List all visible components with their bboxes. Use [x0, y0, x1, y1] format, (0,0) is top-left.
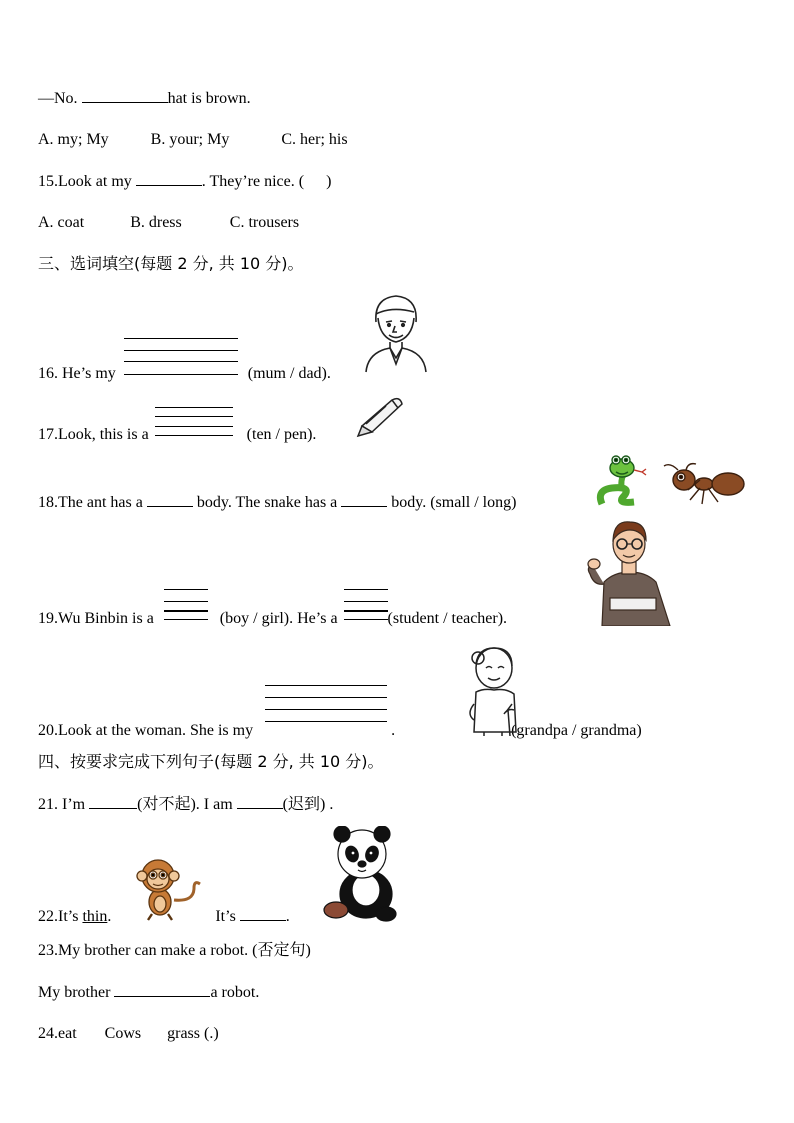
q22-blank[interactable]	[240, 906, 286, 921]
q23-blank[interactable]	[114, 982, 210, 997]
q21-blank-1[interactable]	[89, 794, 137, 809]
q15-option-b[interactable]: B. dress	[130, 214, 182, 231]
q24	[38, 1024, 219, 1044]
q22: 22.It’s thin. It’s .	[38, 908, 290, 925]
q24-word-1: 24.eat	[38, 1025, 77, 1042]
q17: 17.Look, this is a (ten / pen).	[38, 425, 316, 445]
q19-blank-2[interactable]	[344, 609, 388, 623]
q16-blank[interactable]	[124, 364, 238, 378]
q14-options	[38, 130, 348, 150]
q18-blank-1[interactable]	[147, 492, 193, 507]
q15-option-a[interactable]: A. coat	[38, 214, 85, 231]
teacher-picture	[584, 518, 674, 626]
q20: 20.Look at the woman. She is my . (grandpa / grandma)	[38, 721, 642, 741]
q15-options	[38, 213, 299, 233]
q14-option-a[interactable]: A. my; My	[38, 131, 109, 148]
q22-underlined-word: thin	[82, 908, 108, 925]
snake-picture	[594, 450, 652, 510]
q18-blank-2[interactable]	[341, 492, 387, 507]
q20-blank[interactable]	[265, 721, 387, 735]
q16: 16. He’s my (mum / dad).	[38, 364, 331, 384]
q23-answer: My brother a robot.	[38, 984, 260, 1001]
ant-picture	[656, 460, 748, 508]
q24-word-3: grass (.)	[167, 1025, 219, 1042]
q14-option-c[interactable]: C. her; his	[281, 131, 348, 148]
grandma-picture	[456, 644, 524, 736]
q14-blank[interactable]	[82, 88, 168, 103]
q19-blank-1[interactable]	[164, 609, 208, 623]
q19: 19.Wu Binbin is a (boy / girl). He’s a (student / teacher).	[38, 609, 507, 629]
q24-word-2: Cows	[104, 1025, 142, 1042]
section4-title: 四、按要求完成下列句子(每题 2 分, 共 10 分)。	[38, 752, 384, 771]
q15-blank[interactable]	[136, 171, 202, 186]
dad-picture	[362, 292, 430, 374]
q14-stem: —No. hat is brown.	[38, 90, 251, 107]
q14-option-b[interactable]: B. your; My	[150, 131, 230, 148]
section3-title: 三、选词填空(每题 2 分, 共 10 分)。	[38, 254, 304, 273]
q15-option-c[interactable]: C. trousers	[229, 214, 300, 231]
pen-picture	[352, 396, 406, 438]
q17-blank[interactable]	[155, 425, 233, 439]
q18: 18.The ant has a body. The snake has a body. (small / long)	[38, 494, 517, 511]
q15-stem: 15.Look at my . They’re nice. ( )	[38, 173, 332, 190]
q23-stem: 23.My brother can make a robot. (否定句)	[38, 942, 311, 959]
panda-picture	[322, 826, 402, 922]
q21: 21. I’m (对不起). I am (迟到) .	[38, 796, 334, 813]
q21-blank-2[interactable]	[237, 794, 283, 809]
